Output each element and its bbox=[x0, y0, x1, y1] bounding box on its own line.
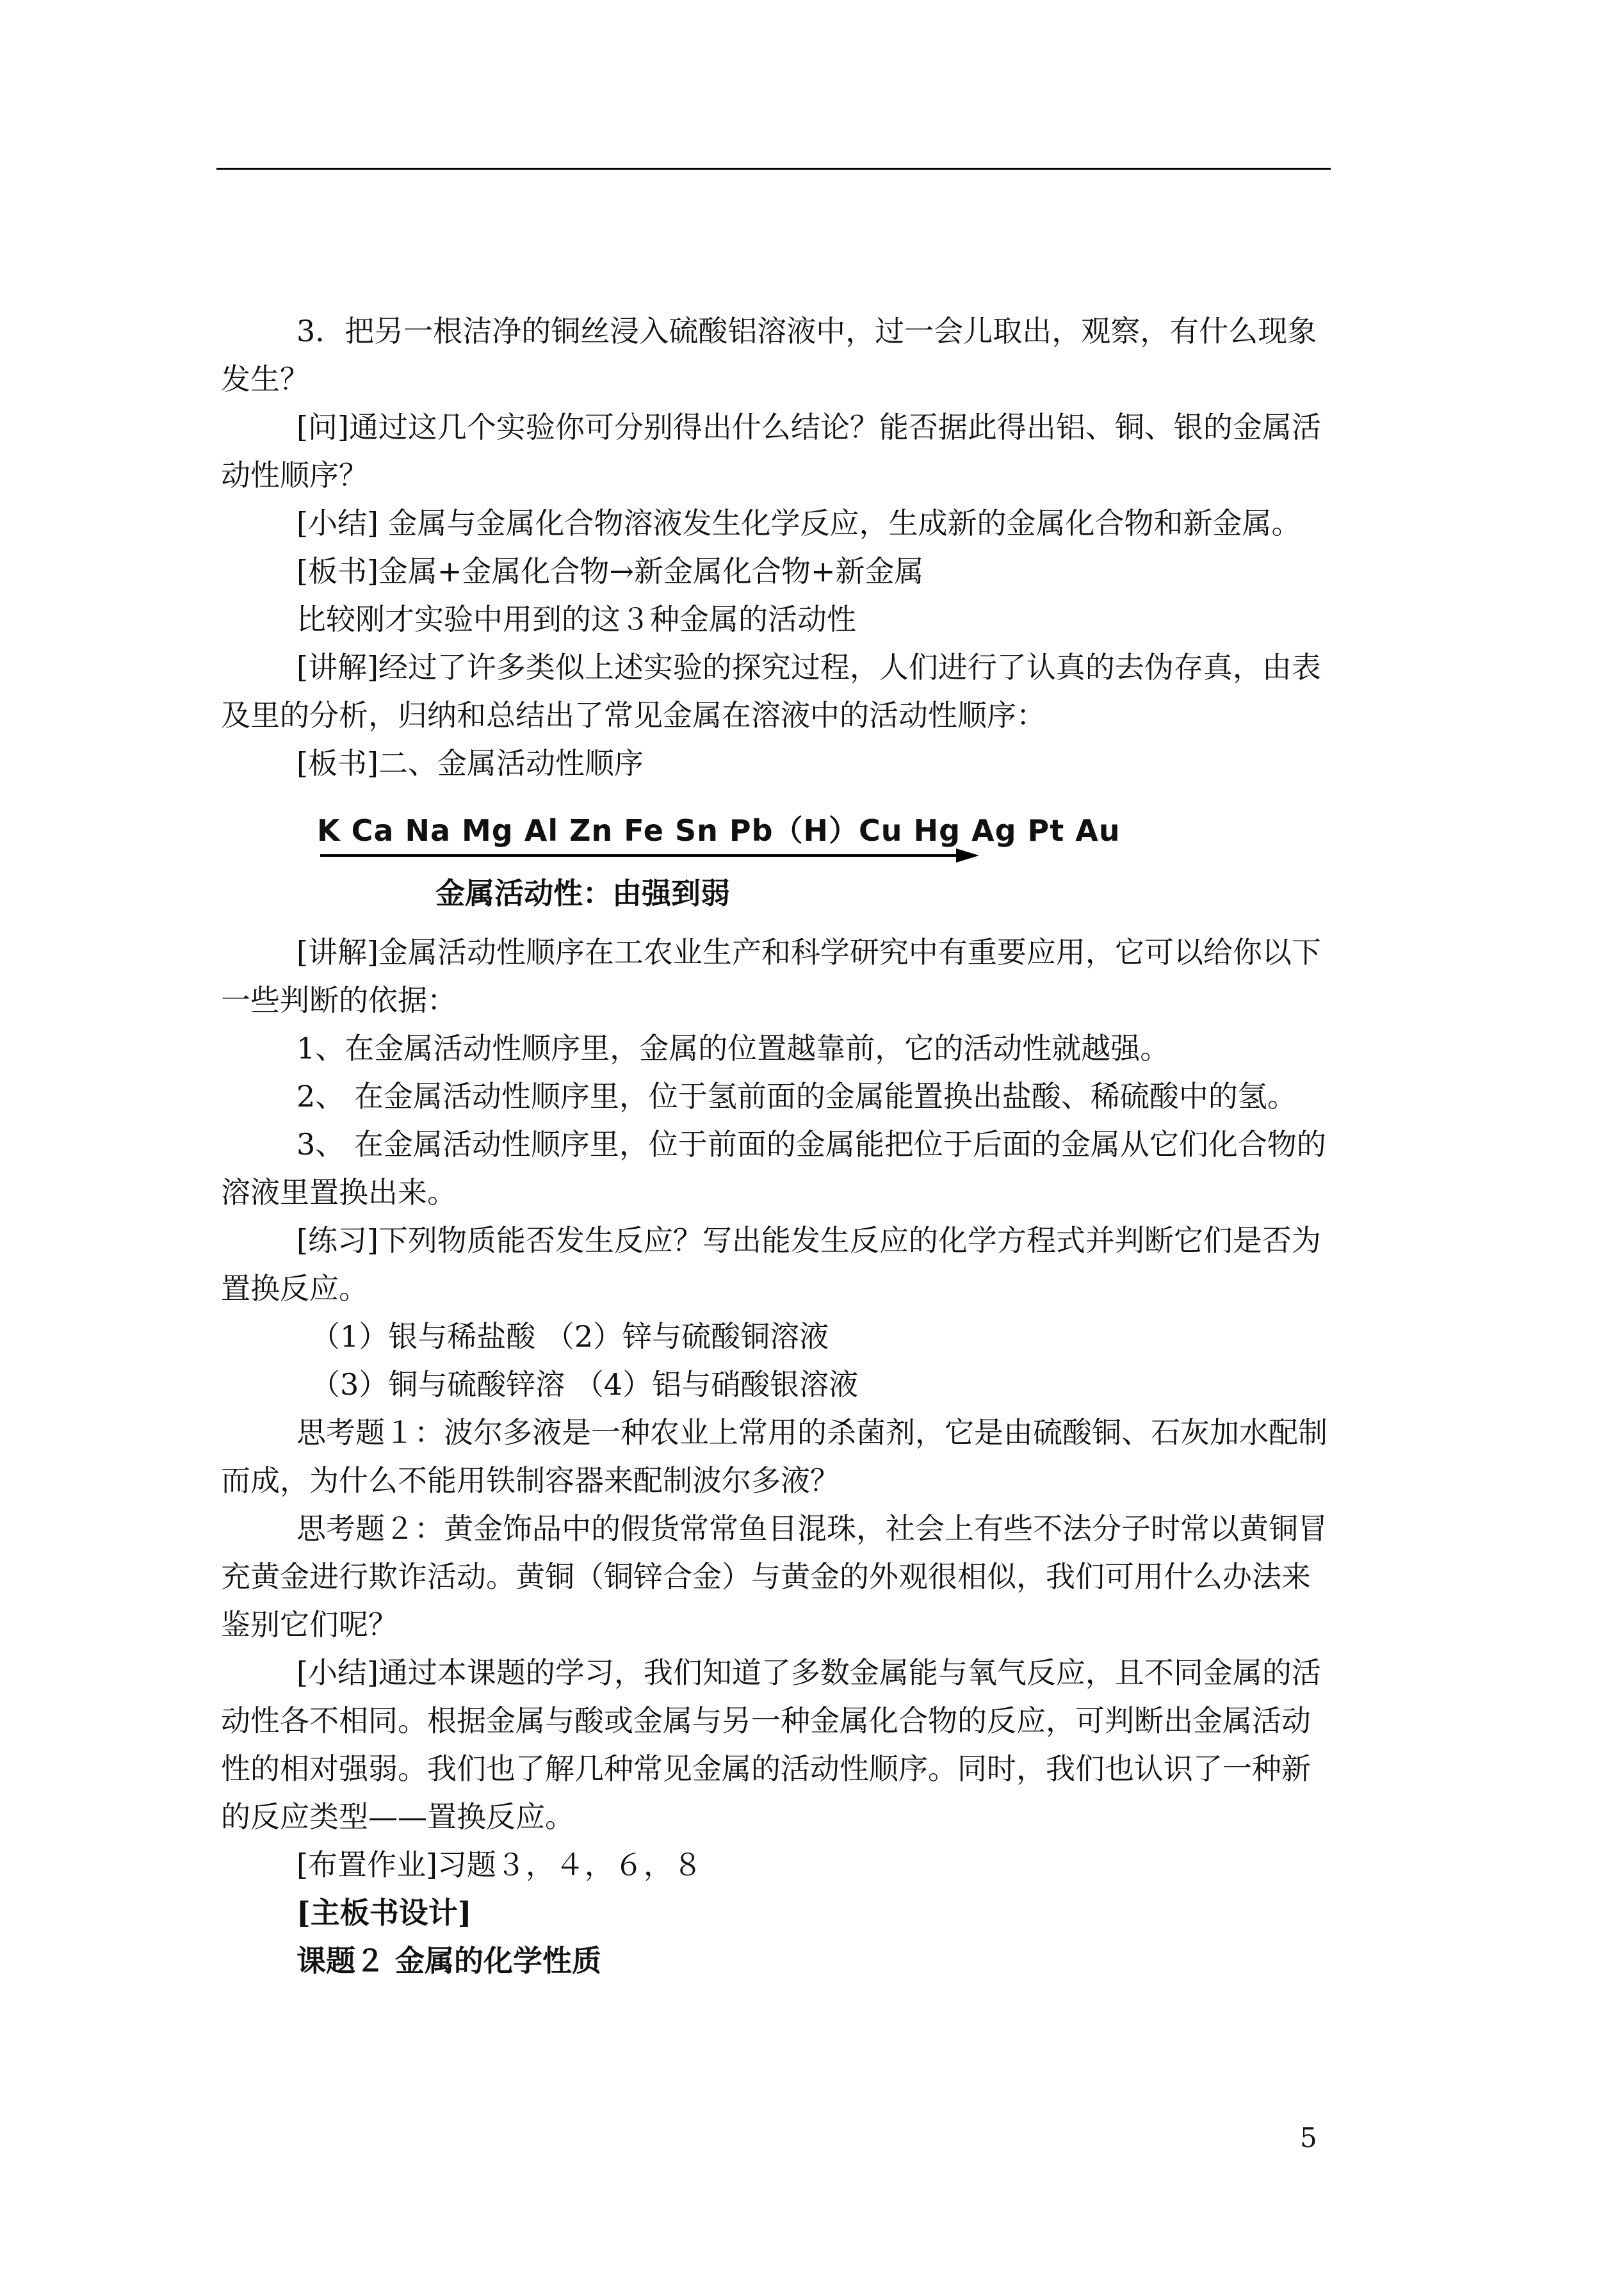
paragraph-summary-1: [小结] 金属与金属化合物溶液发生化学反应，生成新的金属化合物和新金属。 bbox=[296, 506, 1301, 540]
paragraph-board-2: [板书]二、金属活动性顺序 bbox=[296, 746, 644, 781]
paragraph-rule-3: 3、 在金属活动性顺序里，位于前面的金属能把位于后面的金属从它们化合物的溶液里置换出来。 bbox=[221, 1127, 1326, 1210]
activity-series-caption: 金属活动性：由强到弱 bbox=[435, 876, 730, 911]
paragraph-board-1: [板书]金属+金属化合物→新金属化合物+新金属 bbox=[296, 554, 924, 588]
heading-lesson-title: 课题２ 金属的化学性质 bbox=[296, 1943, 602, 1978]
exercise-items-2: （3）铜与硫酸锌溶 （4）铝与硝酸银溶液 bbox=[311, 1367, 859, 1402]
paragraph-exercise: [练习]下列物质能否发生反应？写出能发生反应的化学方程式并判断它们是否为置换反应。 bbox=[221, 1223, 1321, 1306]
exercise-items-1: （1）银与稀盐酸 （2）锌与硫酸铜溶液 bbox=[311, 1319, 829, 1354]
paragraph-compare: 比较刚才实验中用到的这３种金属的活动性 bbox=[296, 602, 856, 637]
paragraph-step-3: 3．把另一根洁净的铜丝浸入硫酸铝溶液中，过一会儿取出，观察，有什么现象发生？ bbox=[221, 314, 1317, 396]
page-content bbox=[221, 307, 1329, 1985]
paragraph-explain-1: [讲解]经过了许多类似上述实验的探究过程，人们进行了认真的去伪存真，由表及里的分析，归纳和总结出了常见金属在溶液中的活动性顺序： bbox=[221, 650, 1321, 733]
paragraph-homework: [布置作业]习题３，４，６，８ bbox=[296, 1847, 702, 1882]
header-rule bbox=[216, 168, 1331, 170]
paragraph-think-1: 思考题１：波尔多液是一种农业上常用的杀菌剂，它是由硫酸铜、石灰加水配制而成，为什么不能用铁制容器来配制波尔多液？ bbox=[221, 1415, 1328, 1498]
activity-series-elements: K Ca Na Mg Al Zn Fe Sn Pb（H）Cu Hg Ag Pt Au bbox=[317, 813, 1121, 848]
activity-series-figure bbox=[221, 793, 1329, 921]
activity-arrow-line bbox=[320, 854, 961, 857]
paragraph-summary-2: [小结]通过本课题的学习，我们知道了多数金属能与氧气反应，且不同金属的活动性各不相同。根据金属与酸或金属与另一种金属化合物的反应，可判断出金属活动性的相对强弱。我们也了解几种常见金属的活动性顺序。同时，我们也认识了一种新的反应类型——置换反应。 bbox=[221, 1655, 1321, 1834]
paragraph-explain-2: [讲解]金属活动性顺序在工农业生产和科学研究中有重要应用，它可以给你以下一些判断的依据： bbox=[221, 935, 1321, 1018]
paragraph-think-2: 思考题２：黄金饰品中的假货常常鱼目混珠，社会上有些不法分子时常以黄铜冒充黄金进行欺诈活动。黄铜（铜锌合金）与黄金的外观很相似，我们可用什么办法来鉴别它们呢？ bbox=[221, 1511, 1328, 1642]
paragraph-question: [问]通过这几个实验你可分别得出什么结论？能否据此得出铝、铜、银的金属活动性顺序？ bbox=[221, 410, 1321, 492]
heading-board-design: [主板书设计] bbox=[296, 1895, 472, 1930]
paragraph-rule-2: 2、 在金属活动性顺序里，位于氢前面的金属能置换出盐酸、稀硫酸中的氢。 bbox=[296, 1079, 1297, 1114]
page-number: 5 bbox=[1300, 2122, 1317, 2153]
arrow-right-icon bbox=[956, 848, 979, 863]
paragraph-rule-1: 1、在金属活动性顺序里，金属的位置越靠前，它的活动性就越强。 bbox=[296, 1031, 1170, 1066]
